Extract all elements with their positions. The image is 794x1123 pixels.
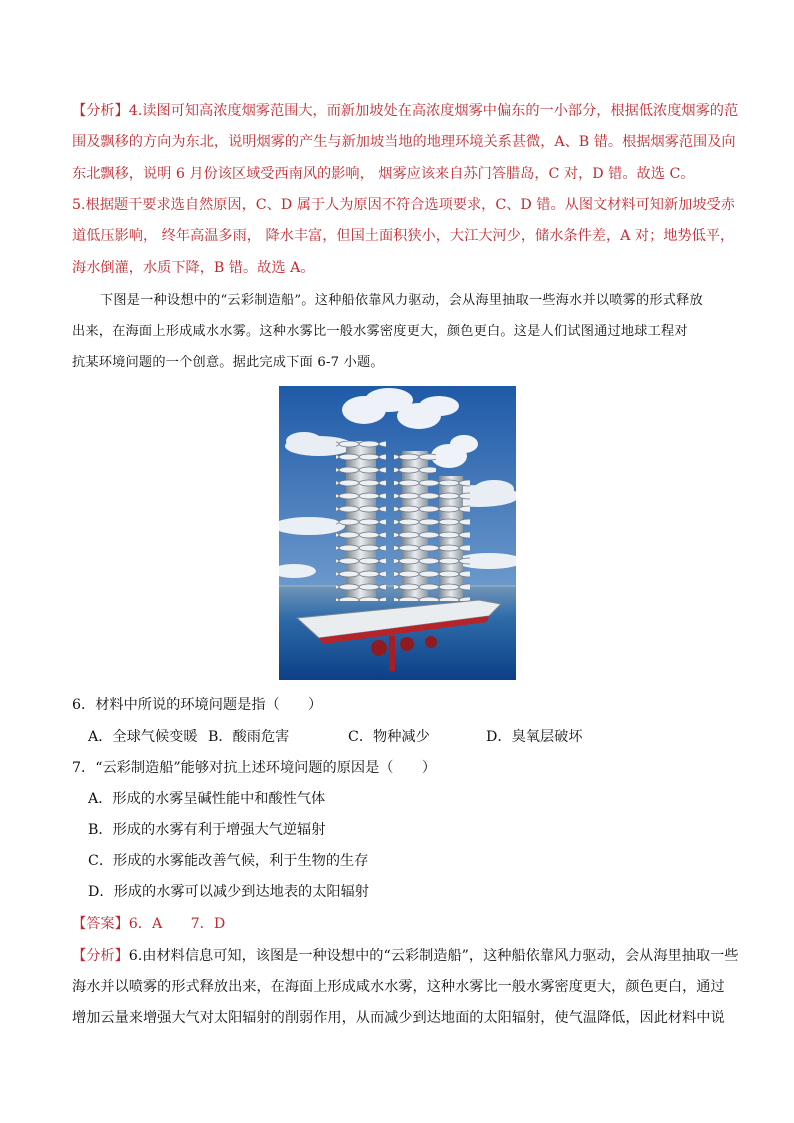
q6-option-d: D．臭氧层破坏 (486, 729, 583, 745)
analysis-6-line-2: 海水并以喷雾的形式释放出来，在海面上形成咸水水雾，这种水雾比一般水雾密度更大，颜色更白，通过 (72, 979, 725, 995)
q7-option-b: B．形成的水雾有利于增强大气逆辐射 (88, 822, 326, 838)
analysis-tag: 【分析】 (72, 103, 129, 119)
analysis-4-line-2: 围及飘移的方向为东北，说明烟雾的产生与新加坡当地的地理环境关系甚微，A、B 错。根据烟雾范围及向 (72, 134, 736, 150)
cloud-ship-figure (279, 386, 516, 680)
passage-line-2: 出来，在海面上形成咸水水雾。这种水雾比一般水雾密度更大，颜色更白。这是人们试图通过地球工程对 (72, 324, 688, 339)
q6-option-b: B．酸雨危害 (208, 729, 290, 745)
passage-line-3: 抗某环境问题的一个创意。据此完成下面 6-7 小题。 (72, 355, 384, 370)
answer-tag: 【答案】 (72, 916, 129, 932)
answer-text: 6．A 7．D (128, 916, 226, 932)
analysis-6-line-3: 增加云量来增强大气对太阳辐射的削弱作用，从而减少到达地面的太阳辐射，使气温降低，因此材料中说 (72, 1010, 725, 1026)
analysis-6-tag: 【分析】 (72, 948, 129, 964)
analysis-6-line-1: 【分析】6.由材料信息可知，该图是一种设想中的“云彩制造船”，这种船依靠风力驱动，会从海里抽取一些 (72, 948, 739, 964)
q7-stem: 7．“云彩制造船”能够对抗上述环境问题的原因是（ ） (72, 760, 437, 776)
analysis-5-line-2: 道低压影响， 终年高温多雨， 降水丰富，但国土面积狭小，大江大河少，储水条件差，A 对；地势低平， (72, 228, 735, 244)
q6-stem: 6．材料中所说的环境问题是指（ ） (72, 697, 323, 713)
analysis-4-line-3: 东北飘移，说明 6 月份该区域受西南风的影响， 烟雾应该来自苏门答腊岛，C 对，D 错。故选 C。 (72, 166, 695, 182)
answer-line (72, 914, 225, 934)
analysis-5-line-3: 海水倒灌，水质下降，B 错。故选 A。 (72, 260, 315, 276)
analysis-5-line-1: 5.根据题干要求选自然原因，C、D 属于人为原因不符合选项要求，C、D 错。从图文材料可知新加坡受赤 (72, 197, 735, 213)
q6-option-c: C．物种减少 (348, 729, 430, 745)
q7-option-a: A．形成的水雾呈碱性能中和酸性气体 (88, 791, 326, 807)
q6-option-a: A．全球气候变暖 (88, 729, 198, 745)
analysis-4-line-1: 【分析】4.读图可知高浓度烟雾范围大，而新加坡处在高浓度烟雾中偏东的一小部分，根据低浓度烟雾的范 (72, 103, 739, 119)
q7-option-c: C．形成的水雾能改善气候，利于生物的生存 (88, 853, 369, 869)
passage-line-1: 下图是一种设想中的“云彩制造船”。这种船依靠风力驱动，会从海里抽取一些海水并以喷雾的形式释放 (100, 293, 703, 308)
q7-option-d: D．形成的水雾可以减少到达地表的太阳辐射 (88, 884, 369, 900)
